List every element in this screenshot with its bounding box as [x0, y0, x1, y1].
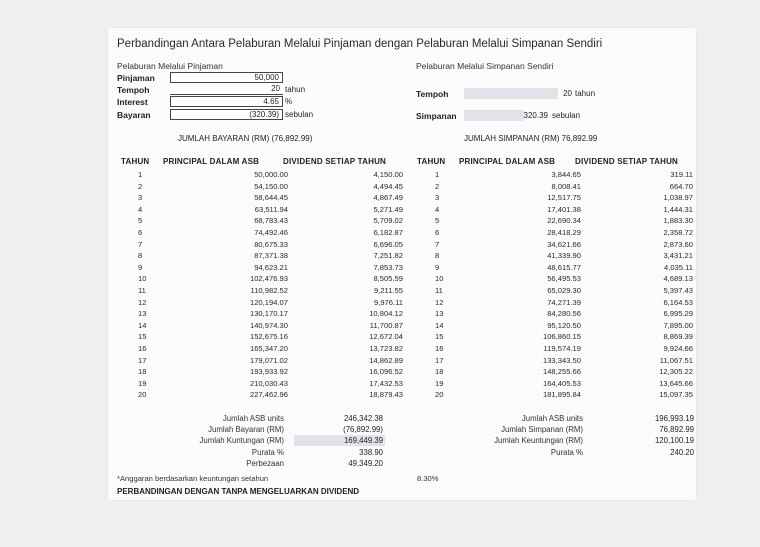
principal-cell: 94,623.21 — [254, 262, 288, 272]
principal-cell: 110,982.52 — [250, 286, 288, 295]
dividend-cell: 1,038.97 — [663, 193, 693, 203]
table-row — [404, 308, 696, 319]
principal-cell: 179,071.02 — [249, 355, 288, 365]
principal-cell: 56,495.53 — [547, 274, 581, 284]
tahun-cell: 12 — [138, 297, 147, 307]
dividend-cell: 5,271.49 — [373, 204, 403, 214]
dividend-cell: 10,804.12 — [369, 309, 403, 319]
dividend-cell: 5,709.02 — [373, 216, 403, 226]
table-row — [404, 331, 696, 342]
dividend-cell: 16,096.52 — [369, 367, 403, 377]
dividend-cell: 4,867.49 — [373, 193, 403, 203]
tahun-cell: 5 — [435, 216, 440, 226]
principal-cell: 119,574.19 — [543, 344, 581, 353]
left-header-tahun: TAHUN — [121, 157, 150, 166]
dividend-cell: 2,358.72 — [663, 228, 693, 237]
jumlah-bayaran: JUMLAH BAYARAN (RM) (76,892.99) — [178, 134, 313, 143]
summary-value: (76,892.99) — [343, 425, 383, 435]
summary-value: 246,342.38 — [343, 414, 383, 423]
tahun-cell: 7 — [435, 239, 440, 249]
table-row — [108, 308, 408, 319]
tahun-cell: 16 — [138, 344, 147, 353]
right-section-title: Pelaburan Melalui Simpanan Sendiri — [416, 61, 554, 71]
tahun-cell: 1 — [435, 170, 440, 179]
interest-value[interactable]: 4.65 — [170, 96, 283, 107]
tahun-cell: 10 — [435, 274, 444, 284]
summary-value: 49,349.20 — [348, 458, 383, 468]
dividend-cell: 2,873.60 — [663, 239, 693, 249]
principal-cell: 210,030.43 — [249, 378, 288, 388]
tahun-cell: 4 — [138, 204, 143, 214]
table-row — [404, 262, 696, 273]
principal-cell: 84,280.56 — [547, 309, 581, 319]
principal-cell: 8,008.41 — [551, 181, 581, 191]
tahun-cell: 18 — [435, 367, 444, 377]
tahun-cell: 13 — [435, 309, 444, 319]
table-row — [404, 204, 696, 215]
tahun-cell: 17 — [435, 355, 444, 365]
table-row — [108, 320, 408, 331]
right-header-tahun: TAHUN — [417, 157, 446, 166]
table-row — [108, 169, 408, 180]
bayaran-label: Bayaran — [117, 110, 151, 120]
dividend-cell: 11,700.87 — [369, 320, 403, 330]
table-row — [108, 297, 408, 308]
summary-label: Perbezaan — [246, 458, 284, 468]
tahun-cell: 4 — [435, 204, 440, 214]
table-row — [108, 204, 408, 215]
principal-cell: 48,615.77 — [547, 262, 581, 272]
dividend-cell: 6,164.53 — [663, 297, 693, 307]
tahun-cell: 6 — [435, 228, 440, 237]
pinjaman-label: Pinjaman — [117, 73, 155, 83]
table-row — [108, 273, 408, 284]
principal-cell: 58,644.45 — [254, 193, 288, 203]
dividend-cell: 319.11 — [670, 170, 693, 179]
principal-cell: 148,255.66 — [542, 367, 581, 377]
summary-label: Purata % — [251, 447, 284, 457]
spreadsheet-page — [108, 28, 696, 500]
table-row — [404, 378, 696, 389]
bayaran-value[interactable]: (320.39) — [170, 109, 283, 120]
principal-cell: 164,405.53 — [542, 378, 581, 388]
tempoh-value[interactable]: 20 — [170, 84, 283, 95]
tahun-cell: 15 — [435, 332, 444, 342]
table-row — [404, 273, 696, 284]
table-row — [404, 181, 696, 192]
summary-label: Jumlah Simpanan (RM) — [501, 425, 583, 435]
dividend-cell: 4,494.45 — [373, 181, 403, 191]
dividend-cell: 3,431.21 — [663, 251, 693, 261]
principal-cell: 63,511.94 — [254, 204, 288, 214]
dividend-cell: 18,879.43 — [369, 390, 403, 400]
right-tempoh-label: Tempoh — [416, 89, 449, 99]
dividend-cell: 9,976.11 — [374, 297, 403, 307]
tahun-cell: 12 — [435, 297, 444, 307]
table-row — [404, 355, 696, 366]
tahun-cell: 1 — [138, 170, 143, 179]
principal-cell: 106,860.15 — [542, 332, 581, 342]
tahun-cell: 10 — [138, 274, 147, 284]
dividend-cell: 6,182.87 — [373, 228, 403, 237]
tahun-cell: 6 — [138, 228, 143, 237]
dividend-cell: 4,689.13 — [663, 274, 693, 284]
principal-cell: 102,476.93 — [249, 274, 288, 284]
page-title: Perbandingan Antara Pelaburan Melalui Pinjaman dengan Pelaburan Melalui Simpanan Sendiri — [117, 38, 603, 50]
bayaran-unit: sebulan — [285, 110, 314, 119]
jumlah-simpanan: JUMLAH SIMPANAN (RM) 76,892.99 — [464, 134, 598, 143]
principal-cell: 54,150.00 — [254, 181, 288, 191]
left-data-table — [108, 169, 408, 400]
tahun-cell: 7 — [138, 239, 143, 249]
summary-value: 240.20 — [670, 447, 694, 457]
principal-cell: 133,343.50 — [542, 355, 581, 365]
table-row — [404, 366, 696, 377]
table-row — [108, 343, 408, 354]
tahun-cell: 3 — [138, 193, 143, 203]
dividend-cell: 13,723.82 — [369, 344, 403, 353]
summary-value: 120,100.19 — [654, 436, 694, 446]
simpanan-value[interactable]: 320.39 — [523, 111, 548, 120]
dividend-cell: 14,862.89 — [369, 355, 403, 365]
dividend-cell: 17,432.53 — [369, 378, 403, 388]
dividend-cell: 9,211.55 — [374, 286, 403, 295]
principal-cell: 12,517.75 — [547, 193, 581, 203]
principal-cell: 140,974.30 — [249, 320, 288, 330]
tahun-cell: 9 — [435, 262, 440, 272]
left-header-principal: PRINCIPAL DALAM ASB — [163, 157, 260, 166]
tahun-cell: 19 — [138, 378, 147, 388]
interest-unit: % — [285, 97, 293, 106]
principal-cell: 17,401.38 — [547, 204, 581, 214]
table-row — [108, 285, 408, 296]
principal-cell: 95,120.50 — [547, 320, 581, 330]
dividend-cell: 7,853.73 — [373, 262, 403, 272]
tahun-cell: 14 — [138, 320, 147, 330]
principal-cell: 74,271.39 — [547, 297, 581, 307]
table-row — [108, 262, 408, 273]
principal-cell: 3,844.65 — [551, 170, 581, 179]
principal-cell: 50,000.00 — [254, 170, 288, 179]
tahun-cell: 15 — [138, 332, 147, 342]
principal-cell: 28,418.29 — [547, 228, 581, 237]
dividend-cell: 9,924.66 — [663, 344, 693, 353]
dividend-cell: 4,035.11 — [664, 262, 693, 272]
summary-value: 76,892.99 — [659, 425, 694, 435]
dividend-cell: 12,305.22 — [659, 367, 693, 377]
principal-cell: 74,492.46 — [254, 228, 288, 237]
table-row — [108, 227, 408, 238]
principal-cell: 165,347.20 — [249, 344, 288, 353]
tahun-cell: 5 — [138, 216, 143, 226]
tahun-cell: 2 — [435, 181, 440, 191]
tahun-cell: 20 — [435, 390, 444, 400]
table-row — [108, 250, 408, 261]
tahun-cell: 9 — [138, 262, 143, 272]
footnote: *Anggaran berdasarkan keuntungan setahun — [117, 474, 269, 483]
summary-label: Purata % — [550, 447, 583, 457]
principal-cell: 34,621.66 — [547, 239, 581, 249]
right-tempoh-unit: tahun — [575, 89, 596, 98]
simpanan-label: Simpanan — [416, 111, 457, 121]
principal-cell: 227,462.96 — [249, 390, 288, 400]
table-row — [108, 355, 408, 366]
tahun-cell: 18 — [138, 367, 147, 377]
table-row — [404, 239, 696, 250]
tahun-cell: 20 — [138, 390, 147, 400]
principal-cell: 152,675.16 — [249, 332, 288, 342]
tahun-cell: 14 — [435, 320, 444, 330]
principal-cell: 80,675.33 — [254, 239, 288, 249]
tempoh-label: Tempoh — [117, 85, 150, 95]
dividend-cell: 6,696.05 — [373, 239, 403, 249]
tahun-cell: 2 — [138, 181, 143, 191]
principal-cell: 65,029.30 — [547, 286, 581, 295]
table-row — [404, 343, 696, 354]
dividend-cell: 4,150.00 — [373, 170, 403, 179]
dividend-cell: 664.70 — [669, 181, 693, 191]
table-row — [108, 192, 408, 203]
table-row — [108, 239, 408, 250]
summary-value: 338.90 — [359, 447, 383, 457]
summary-label: Jumlah Bayaran (RM) — [208, 425, 284, 435]
summary-value: 169,449.39 — [343, 436, 383, 446]
table-row — [108, 378, 408, 389]
tempoh-unit: tahun — [285, 85, 306, 94]
tahun-cell: 3 — [435, 193, 440, 203]
dividend-cell: 8,505.59 — [373, 274, 403, 284]
left-header-dividend: DIVIDEND SETIAP TAHUN — [283, 157, 387, 166]
simpanan-unit: sebulan — [552, 111, 581, 120]
principal-cell: 68,783.43 — [254, 216, 288, 226]
principal-cell: 41,339.90 — [547, 251, 581, 261]
table-row — [404, 320, 696, 331]
principal-cell: 193,933.92 — [249, 367, 288, 377]
left-section-title: Pelaburan Melalui Pinjaman — [117, 61, 223, 71]
table-row — [404, 285, 696, 296]
principal-cell: 120,194.07 — [249, 297, 288, 307]
footer-title: PERBANDINGAN DENGAN TANPA MENGELUARKAN DIVIDEND — [117, 487, 360, 496]
dividend-cell: 13,645.66 — [659, 378, 693, 388]
dividend-cell: 6,995.29 — [663, 309, 693, 319]
tahun-cell: 8 — [435, 251, 440, 261]
table-row — [404, 227, 696, 238]
tahun-cell: 16 — [435, 344, 444, 353]
principal-cell: 22,690.34 — [547, 216, 581, 226]
dividend-cell: 7,251.82 — [373, 251, 403, 261]
dividend-cell: 8,869.39 — [663, 332, 693, 342]
dividend-cell: 1,444.31 — [663, 204, 693, 214]
tahun-cell: 8 — [138, 251, 143, 261]
tahun-cell: 11 — [435, 286, 443, 295]
dividend-cell: 5,397.43 — [663, 286, 693, 295]
table-row — [108, 366, 408, 377]
table-row — [404, 250, 696, 261]
table-row — [404, 215, 696, 226]
summary-label: Jumlah ASB units — [521, 414, 583, 423]
tahun-cell: 13 — [138, 309, 147, 319]
table-row — [108, 331, 408, 342]
dividend-cell: 11,067.51 — [659, 355, 693, 365]
tahun-cell: 19 — [435, 378, 444, 388]
tahun-cell: 17 — [138, 355, 147, 365]
interest-label: Interest — [117, 97, 148, 107]
table-row — [404, 192, 696, 203]
right-tempoh-value[interactable]: 20 — [563, 89, 572, 98]
right-header-principal: PRINCIPAL DALAM ASB — [459, 157, 556, 166]
right-data-table — [404, 169, 696, 400]
summary-value: 196,993.19 — [654, 414, 694, 423]
principal-cell: 130,170.17 — [249, 309, 288, 319]
dividend-cell: 1,883.30 — [663, 216, 693, 226]
principal-cell: 181,895.84 — [542, 390, 581, 400]
tahun-cell: 11 — [138, 286, 146, 295]
table-row — [108, 181, 408, 192]
dividend-cell: 15,097.35 — [659, 390, 693, 400]
table-row — [404, 297, 696, 308]
table-row — [108, 215, 408, 226]
rate: 8.30% — [417, 474, 439, 483]
summary-label: Jumlah ASB units — [222, 414, 284, 423]
table-row — [108, 389, 408, 400]
summary-label: Jumlah Kuntungan (RM) — [199, 436, 284, 446]
dividend-cell: 12,672.04 — [369, 332, 403, 342]
pinjaman-value[interactable]: 50,000 — [170, 72, 283, 83]
table-row — [404, 389, 696, 400]
summary-label: Jumlah Keuntungan (RM) — [494, 436, 583, 446]
dividend-cell: 7,895.00 — [663, 320, 693, 330]
right-header-dividend: DIVIDEND SETIAP TAHUN — [575, 157, 679, 166]
table-row — [404, 169, 696, 180]
principal-cell: 87,371.38 — [254, 251, 288, 261]
